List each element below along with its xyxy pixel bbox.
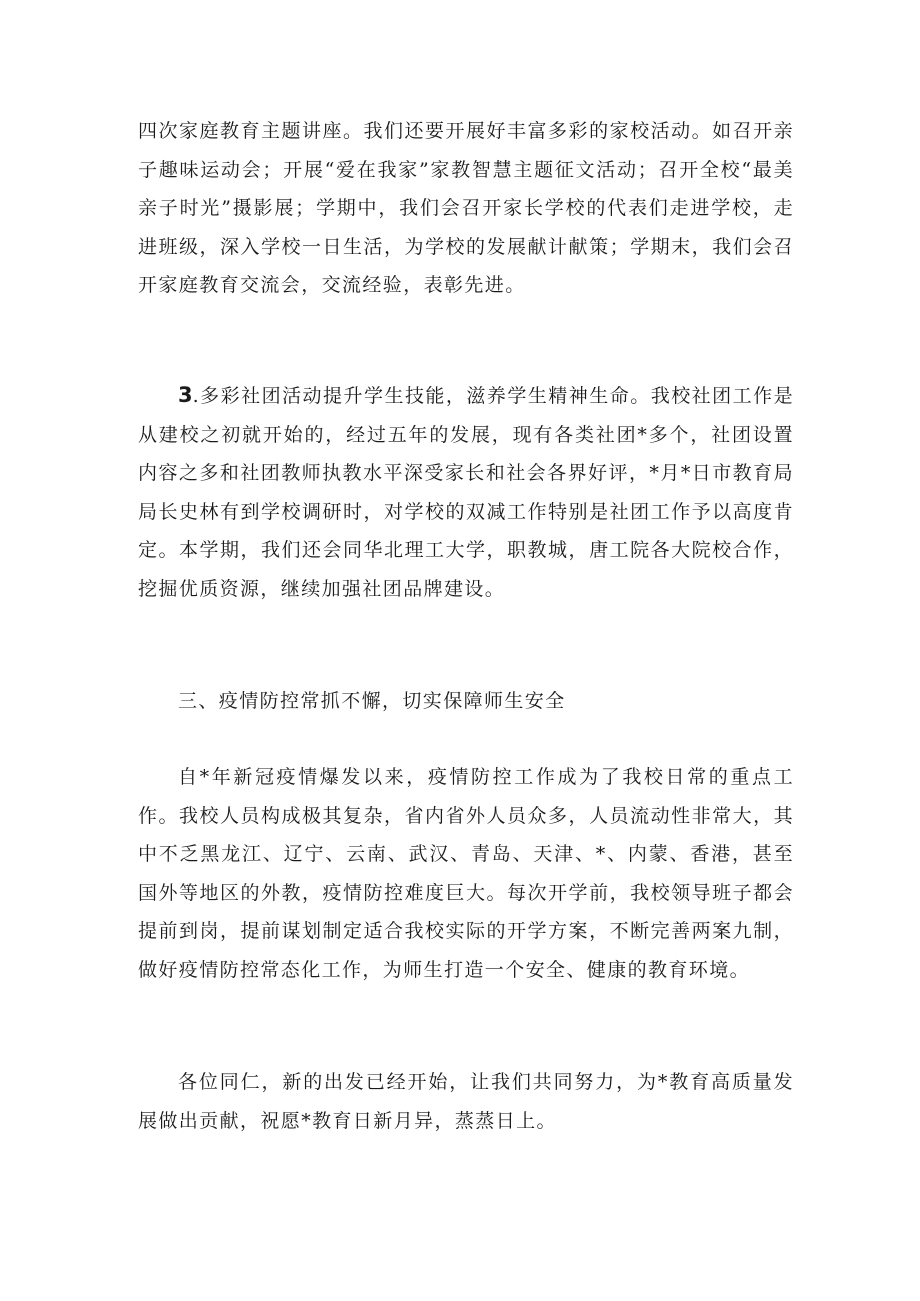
item-number: 3 — [178, 383, 193, 407]
paragraph-club-activities-text: .多彩社团活动提升学生技能，滋养学生精神生命。我校社团工作是从建校之初就开始的，经过五年的发展，现有各类社团*多个，社团设置内容之多和社团教师执教水平深受家长和社会各界好评，*月*日市教育局局长史林有到学校调研时，对学校的双减工作特别是社团工作予以高度肯定。本学期，我们还会同华北理工大学，职教城，唐工院各大院校合作，挖掘优质资源，继续加强社团品牌建设。 — [138, 385, 794, 600]
paragraph-family-activities: 四次家庭教育主题讲座。我们还要开展好丰富多彩的家校活动。如召开亲子趣味运动会；开展“爱在我家”家教智慧主题征文活动；召开全校“最美亲子时光”摄影展；学期中，我们会召开家长学校的代表们走进学校，走进班级，深入学校一日生活，为学校的发展献计献策；学期末，我们会召开家庭教育交流会，交流经验，表彰先进。 — [138, 120, 794, 296]
paragraph-closing: 各位同仁，新的出发已经开始，让我们共同努力，为*教育高质量发展做出贡献，祝愿*教育日新月异，蒸蒸日上。 — [138, 1071, 794, 1132]
paragraph-epidemic-control: 自*年新冠疫情爆发以来，疫情防控工作成为了我校日常的重点工作。我校人员构成极其复杂，省内省外人员众多，人员流动性非常大，其中不乏黑龙江、辽宁、云南、武汉、青岛、天津、*、内蒙、香港，甚至国外等地区的外教，疫情防控难度巨大。每次开学前，我校领导班子都会提前到岗，提前谋划制定适合我校实际的开学方案，不断完善两案九制，做好疫情防控常态化工作，为师生打造一个安全、健康的教育环境。 — [138, 766, 794, 981]
section-heading: 三、疫情防控常抓不懈，切实保障师生安全 — [178, 690, 566, 712]
paragraph-club-activities — [138, 376, 794, 608]
